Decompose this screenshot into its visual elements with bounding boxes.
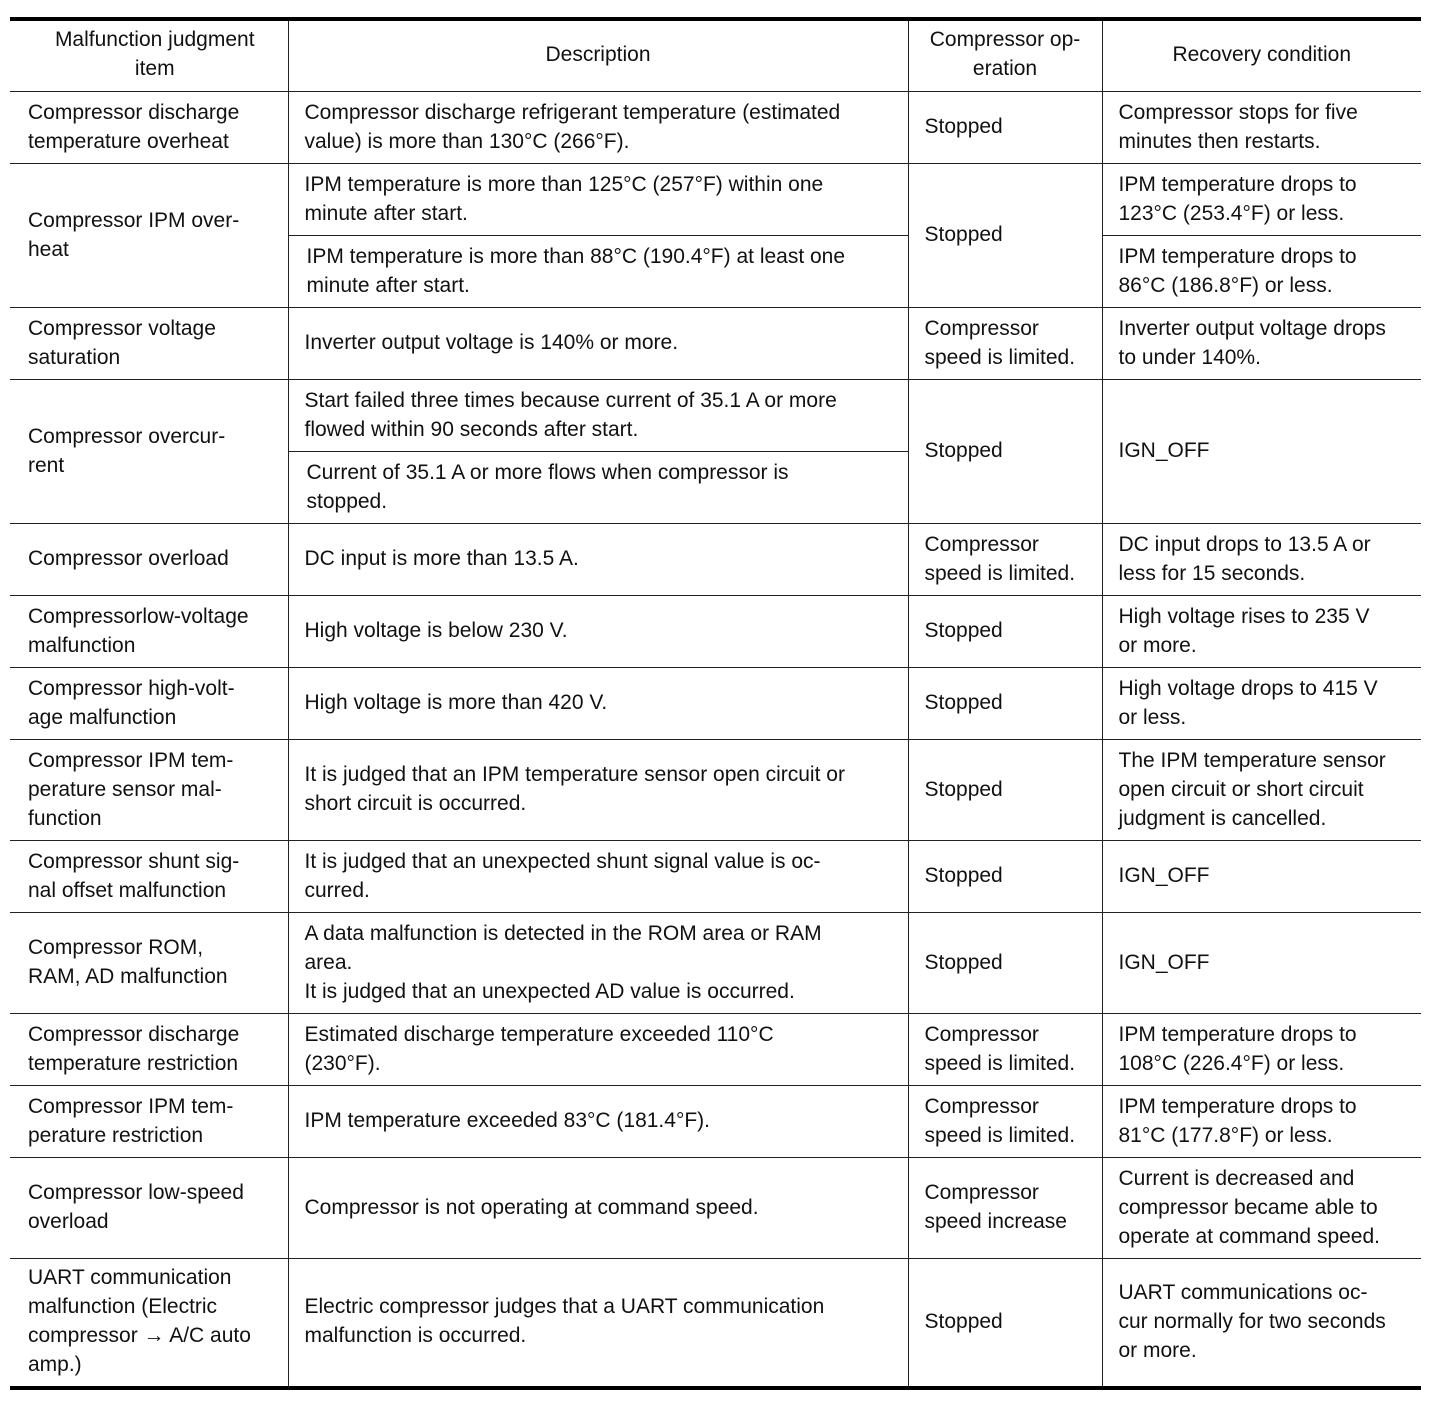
item-cell: Compressor IPM over- heat (10, 164, 288, 308)
header-item: Malfunction judgment item (10, 19, 288, 92)
table-row (10, 380, 1421, 452)
recovery-cell: IGN_OFF (1102, 380, 1421, 524)
item-cell: Compressor shunt sig- nal offset malfunction (10, 841, 288, 913)
recovery-cell: Current is decreased and compressor became able to operate at command speed. (1102, 1158, 1421, 1259)
operation-cell: Compressor speed is limited. (908, 524, 1102, 596)
description-cell: It is judged that an IPM temperature sensor open circuit or short circuit is occurred. (288, 740, 908, 841)
recovery-cell: Inverter output voltage drops to under 140%. (1102, 308, 1421, 380)
recovery-cell: The IPM temperature sensor open circuit or short circuit judgment is cancelled. (1102, 740, 1421, 841)
operation-cell: Stopped (908, 92, 1102, 164)
description-cell: Compressor discharge refrigerant temperature (estimated value) is more than 130°C (266°F). (288, 92, 908, 164)
operation-cell: Compressor speed is limited. (908, 1086, 1102, 1158)
recovery-cell: DC input drops to 13.5 A or less for 15 seconds. (1102, 524, 1421, 596)
recovery-cell: Compressor stops for five minutes then restarts. (1102, 92, 1421, 164)
table-row (10, 1158, 1421, 1259)
description-cell: IPM temperature is more than 125°C (257°F) within one minute after start. (288, 164, 908, 236)
operation-cell: Compressor speed increase (908, 1158, 1102, 1259)
item-cell: Compressor ROM, RAM, AD malfunction (10, 913, 288, 1014)
item-cell: Compressor discharge temperature restriction (10, 1014, 288, 1086)
item-cell: Compressor IPM tem- perature sensor mal- function (10, 740, 288, 841)
table-row (10, 164, 1421, 236)
item-cell: Compressorlow-voltage malfunction (10, 596, 288, 668)
table-row (10, 668, 1421, 740)
operation-cell: Stopped (908, 740, 1102, 841)
item-cell: Compressor low-speed overload (10, 1158, 288, 1259)
recovery-cell: UART communications oc- cur normally for two seconds or more. (1102, 1259, 1421, 1388)
table-row (10, 1086, 1421, 1158)
item-cell: UART communication malfunction (Electric compressor → A/C auto amp.) (10, 1259, 288, 1388)
description-cell: It is judged that an unexpected shunt signal value is oc- curred. (288, 841, 908, 913)
recovery-cell: IPM temperature drops to 108°C (226.4°F) or less. (1102, 1014, 1421, 1086)
table-row (10, 596, 1421, 668)
description-cell: Start failed three times because current of 35.1 A or more flowed within 90 seconds after start. (288, 380, 908, 452)
table-row (10, 308, 1421, 380)
item-cell: Compressor IPM tem- perature restriction (10, 1086, 288, 1158)
description-cell: Estimated discharge temperature exceeded 110°C (230°F). (288, 1014, 908, 1086)
description-cell: High voltage is more than 420 V. (288, 668, 908, 740)
description-cell: IPM temperature exceeded 83°C (181.4°F). (288, 1086, 908, 1158)
recovery-cell: IPM temperature drops to 86°C (186.8°F) or less. (1102, 236, 1421, 308)
item-cell: Compressor high-volt- age malfunction (10, 668, 288, 740)
operation-cell: Stopped (908, 596, 1102, 668)
recovery-cell: High voltage rises to 235 V or more. (1102, 596, 1421, 668)
header-operation: Compressor op- eration (908, 19, 1102, 92)
table-row (10, 92, 1421, 164)
description-cell: Electric compressor judges that a UART communication malfunction is occurred. (288, 1259, 908, 1388)
operation-cell: Stopped (908, 913, 1102, 1014)
description-cell: Compressor is not operating at command speed. (288, 1158, 908, 1259)
table-row (10, 1014, 1421, 1086)
operation-cell: Stopped (908, 380, 1102, 524)
malfunction-judgment-table (10, 17, 1421, 1390)
operation-cell: Compressor speed is limited. (908, 1014, 1102, 1086)
item-cell: Compressor discharge temperature overheat (10, 92, 288, 164)
table-row (10, 913, 1421, 1014)
description-cell: IPM temperature is more than 88°C (190.4°F) at least one minute after start. (288, 236, 908, 308)
table-row (10, 740, 1421, 841)
table-row (10, 841, 1421, 913)
header-recovery: Recovery condition (1102, 19, 1421, 92)
item-cell: Compressor overload (10, 524, 288, 596)
header-row (10, 19, 1421, 92)
operation-cell: Stopped (908, 668, 1102, 740)
description-cell: Inverter output voltage is 140% or more. (288, 308, 908, 380)
recovery-cell: IPM temperature drops to 81°C (177.8°F) or less. (1102, 1086, 1421, 1158)
description-cell: Current of 35.1 A or more flows when compressor is stopped. (288, 452, 908, 524)
table-row (10, 1259, 1421, 1388)
description-cell: High voltage is below 230 V. (288, 596, 908, 668)
description-cell: DC input is more than 13.5 A. (288, 524, 908, 596)
operation-cell: Compressor speed is limited. (908, 308, 1102, 380)
recovery-cell: High voltage drops to 415 V or less. (1102, 668, 1421, 740)
operation-cell: Stopped (908, 1259, 1102, 1388)
item-cell: Compressor overcur- rent (10, 380, 288, 524)
recovery-cell: IPM temperature drops to 123°C (253.4°F) or less. (1102, 164, 1421, 236)
recovery-cell: IGN_OFF (1102, 841, 1421, 913)
item-cell: Compressor voltage saturation (10, 308, 288, 380)
header-description: Description (288, 19, 908, 92)
operation-cell: Stopped (908, 841, 1102, 913)
description-cell: A data malfunction is detected in the ROM area or RAM area. It is judged that an unexpected AD value is occurred. (288, 913, 908, 1014)
table-row (10, 524, 1421, 596)
operation-cell: Stopped (908, 164, 1102, 308)
recovery-cell: IGN_OFF (1102, 913, 1421, 1014)
